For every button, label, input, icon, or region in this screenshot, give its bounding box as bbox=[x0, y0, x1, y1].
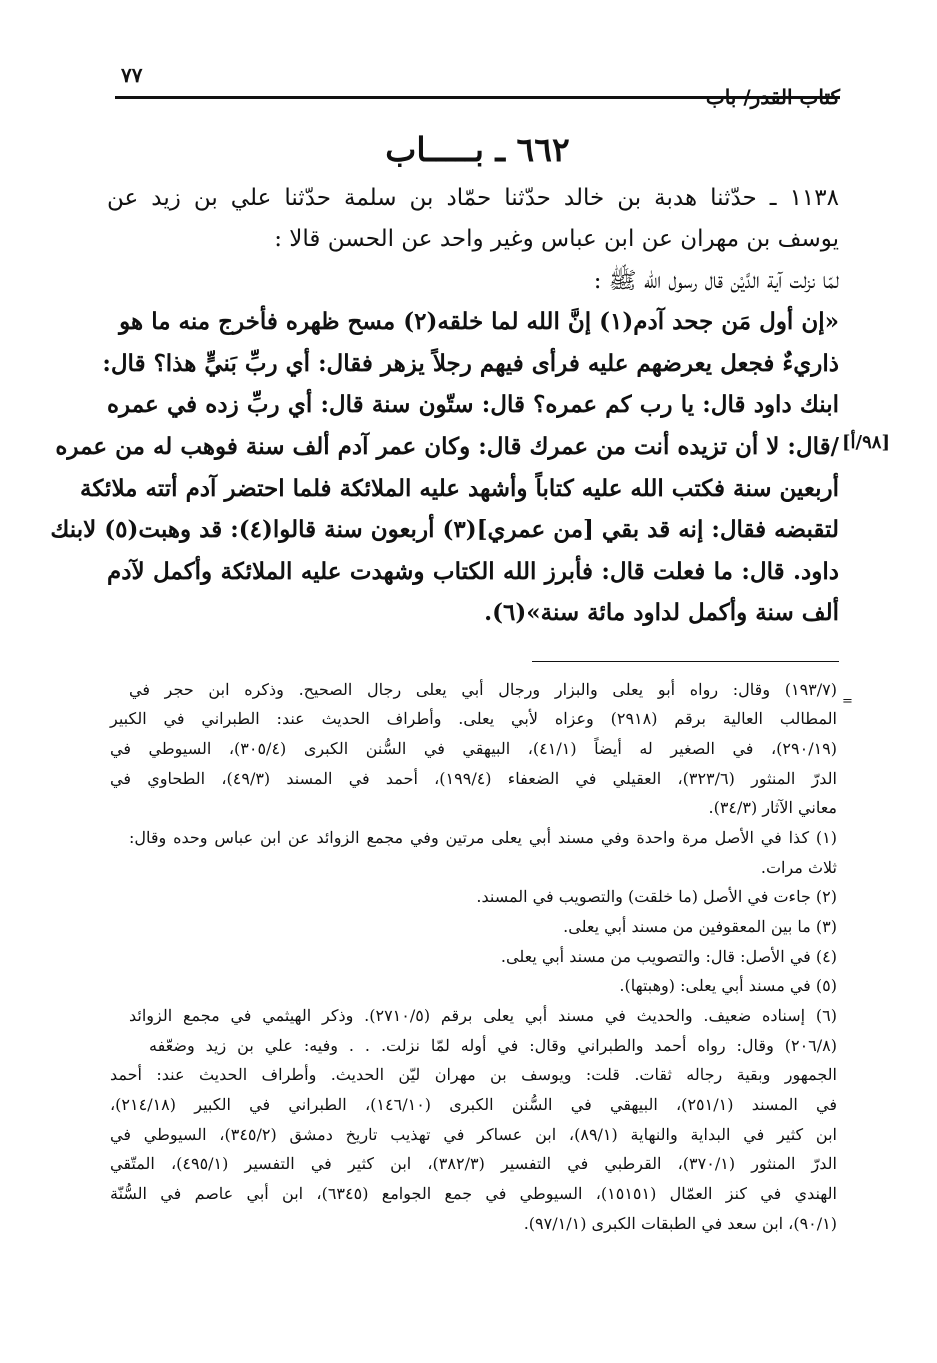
footnote-line-11: (٥) في مسند أبي يعلى: (وهبتها). bbox=[619, 976, 837, 995]
page-number: ٧٧ bbox=[121, 63, 143, 87]
footnote-line-16: ابن كثير في البداية والنهاية (٨٩/١)، ابن عساكر في تهذيب تاريخ دمشق (٣٤٥/٢)، السيوطي في bbox=[110, 1125, 838, 1144]
footnote-line-5: معاني الآثار (٣٤/٣). bbox=[708, 798, 837, 817]
footnote-line-1: (١٩٣/٧) وقال: رواه أبو يعلى والبزار ورجال أبي يعلى رجال الصحيح. وذكره ابن حجر في bbox=[129, 680, 837, 699]
footnote-rule bbox=[532, 661, 839, 662]
footnote-line-9: (٣) ما بين المعقوفين من مسند أبي يعلى. bbox=[563, 917, 837, 936]
footnote-line-4: الدرّ المنثور (٣٢٣/٦)، العقيلي في الضعفاء (١٩٩/٤)، أحمد في المسند (٤٩/٣)، الطحاوي في bbox=[110, 769, 837, 788]
footnote-line-14: الجمهور وبقية رجاله ثقات. قلت: ويوسف بن مهران ليّن الحديث. وأطراف الحديث عند: أحمد bbox=[110, 1065, 837, 1084]
chapter-title: ٦٦٢ ـ بـــــاب bbox=[385, 130, 570, 169]
footnote-line-8: (٢) جاءت في الأصل (ما خلقت) والتصويب في المسند. bbox=[476, 887, 837, 906]
body-line-9: لتقبضه فقال: إنه قد بقي [من عمري](٣) أربعون سنة قالوا(٤): قد وهبت(٥) لابنك bbox=[50, 516, 839, 543]
footnote-line-10: (٤) في الأصل: قال: والتصويب من مسند أبي يعلى. bbox=[500, 947, 837, 966]
footnote-line-13: (٢٠٦/٨) وقال: رواه أحمد والطبراني وقال: في أوله لمّا نزلت. . . وفيه: علي بن زيد وضعّفه bbox=[149, 1036, 837, 1055]
margin-folio-ref: [٩٨/أ] bbox=[842, 432, 890, 453]
body-line-1: ١١٣٨ ـ حدّثنا هدبة بن خالد حدّثنا حمّاد بن سلمة حدّثنا علي بن زيد عن bbox=[107, 185, 839, 211]
footnote-line-17: الدرّ المنثور (٣٧٠/١)، القرطبي في التفسير (٣٨٢/٣)، ابن كثير في التفسير (٤٩٥/١)، المتّقي bbox=[110, 1154, 837, 1173]
footnote-line-6: (١) كذا في الأصل مرة واحدة وفي مسند أبي يعلى مرتين وفي مجمع الزوائد عن ابن عباس وحده وقال: bbox=[129, 828, 837, 847]
continuation-marker: = bbox=[842, 694, 853, 709]
body-line-7: /قال: لا أن تزيده أنت من عمرك قال: وكان عمر آدم ألف سنة فوهب له من عمره bbox=[55, 433, 839, 460]
footnote-line-12: (٦) إسناده ضعيف. والحديث في مسند أبي يعلى برقم (٢٧١٠/٥). وذكر الهيثمي في مجمع الزوائد bbox=[129, 1006, 837, 1025]
footnote-line-2: المطالب العالية برقم (٢٩١٨) وعزاه لأبي يعلى. وأطراف الحديث عند: الطبراني في الكبير bbox=[110, 709, 837, 728]
body-line-10: داود. قال: ما فعلت قال: فأبرز الله الكتاب وشهدت عليه الملائكة وأكمل لآدم bbox=[107, 558, 839, 585]
footnote-line-15: في المسند (٢٥١/١)، البيهقي في السُّنن الكبرى (١٤٦/١٠)، الطبراني في الكبير (٢١٤/١٨)، bbox=[110, 1095, 838, 1114]
page-header bbox=[115, 55, 840, 109]
header-rule bbox=[115, 96, 840, 99]
footnote-line-7: ثلاث مرات. bbox=[760, 858, 837, 877]
footnote-line-3: (٢٩٠/١٩)، في الصغير له أيضاً (٤١/١)، البيهقي في السُّنن الكبرى (٣٠٥/٤)، السيوطي في bbox=[110, 739, 838, 758]
running-head: كتاب القدر/ باب bbox=[705, 85, 840, 109]
body-line-8: أربعين سنة فكتب الله عليه كتاباً وأشهد عليه الملائكة فلما احتضر آدم أتته ملائكة bbox=[80, 475, 839, 502]
footnote-line-19: (٩٠/١)، ابن سعد في الطبقات الكبرى (٩٧/١/١). bbox=[523, 1214, 837, 1233]
body-line-5: ذاريءٌ فجعل يعرضهم عليه فرأى فيهم رجلاً يزهر فقال: أي ربِّ بَنيٍّ هذا؟ قال: bbox=[102, 350, 839, 377]
body-line-2: يوسف بن مهران عن ابن عباس وغير واحد عن الحسن قالا : bbox=[274, 226, 839, 252]
body-line-6: ابنك داود قال: يا رب كم عمره؟ قال: ستّون سنة قال: أي ربِّ زده في عمره bbox=[107, 391, 839, 418]
body-line-3: لمّا نزلت آية الدَّيْن قال رسول الله ﷺ : bbox=[593, 268, 839, 294]
body-line-11: ألف سنة وأكمل لداود مائة سنة»(٦). bbox=[484, 599, 839, 626]
body-line-4: «إن أول مَن جحد آدم(١) إنَّ الله لما خلقه(٢) مسح ظهره فأخرج منه ما هو bbox=[119, 308, 839, 335]
footnote-line-18: الهندي في كنز العمّال (١٥١٥١)، السيوطي في جمع الجوامع (٦٣٤٥)، ابن أبي عاصم في السُّنّة bbox=[110, 1184, 838, 1203]
